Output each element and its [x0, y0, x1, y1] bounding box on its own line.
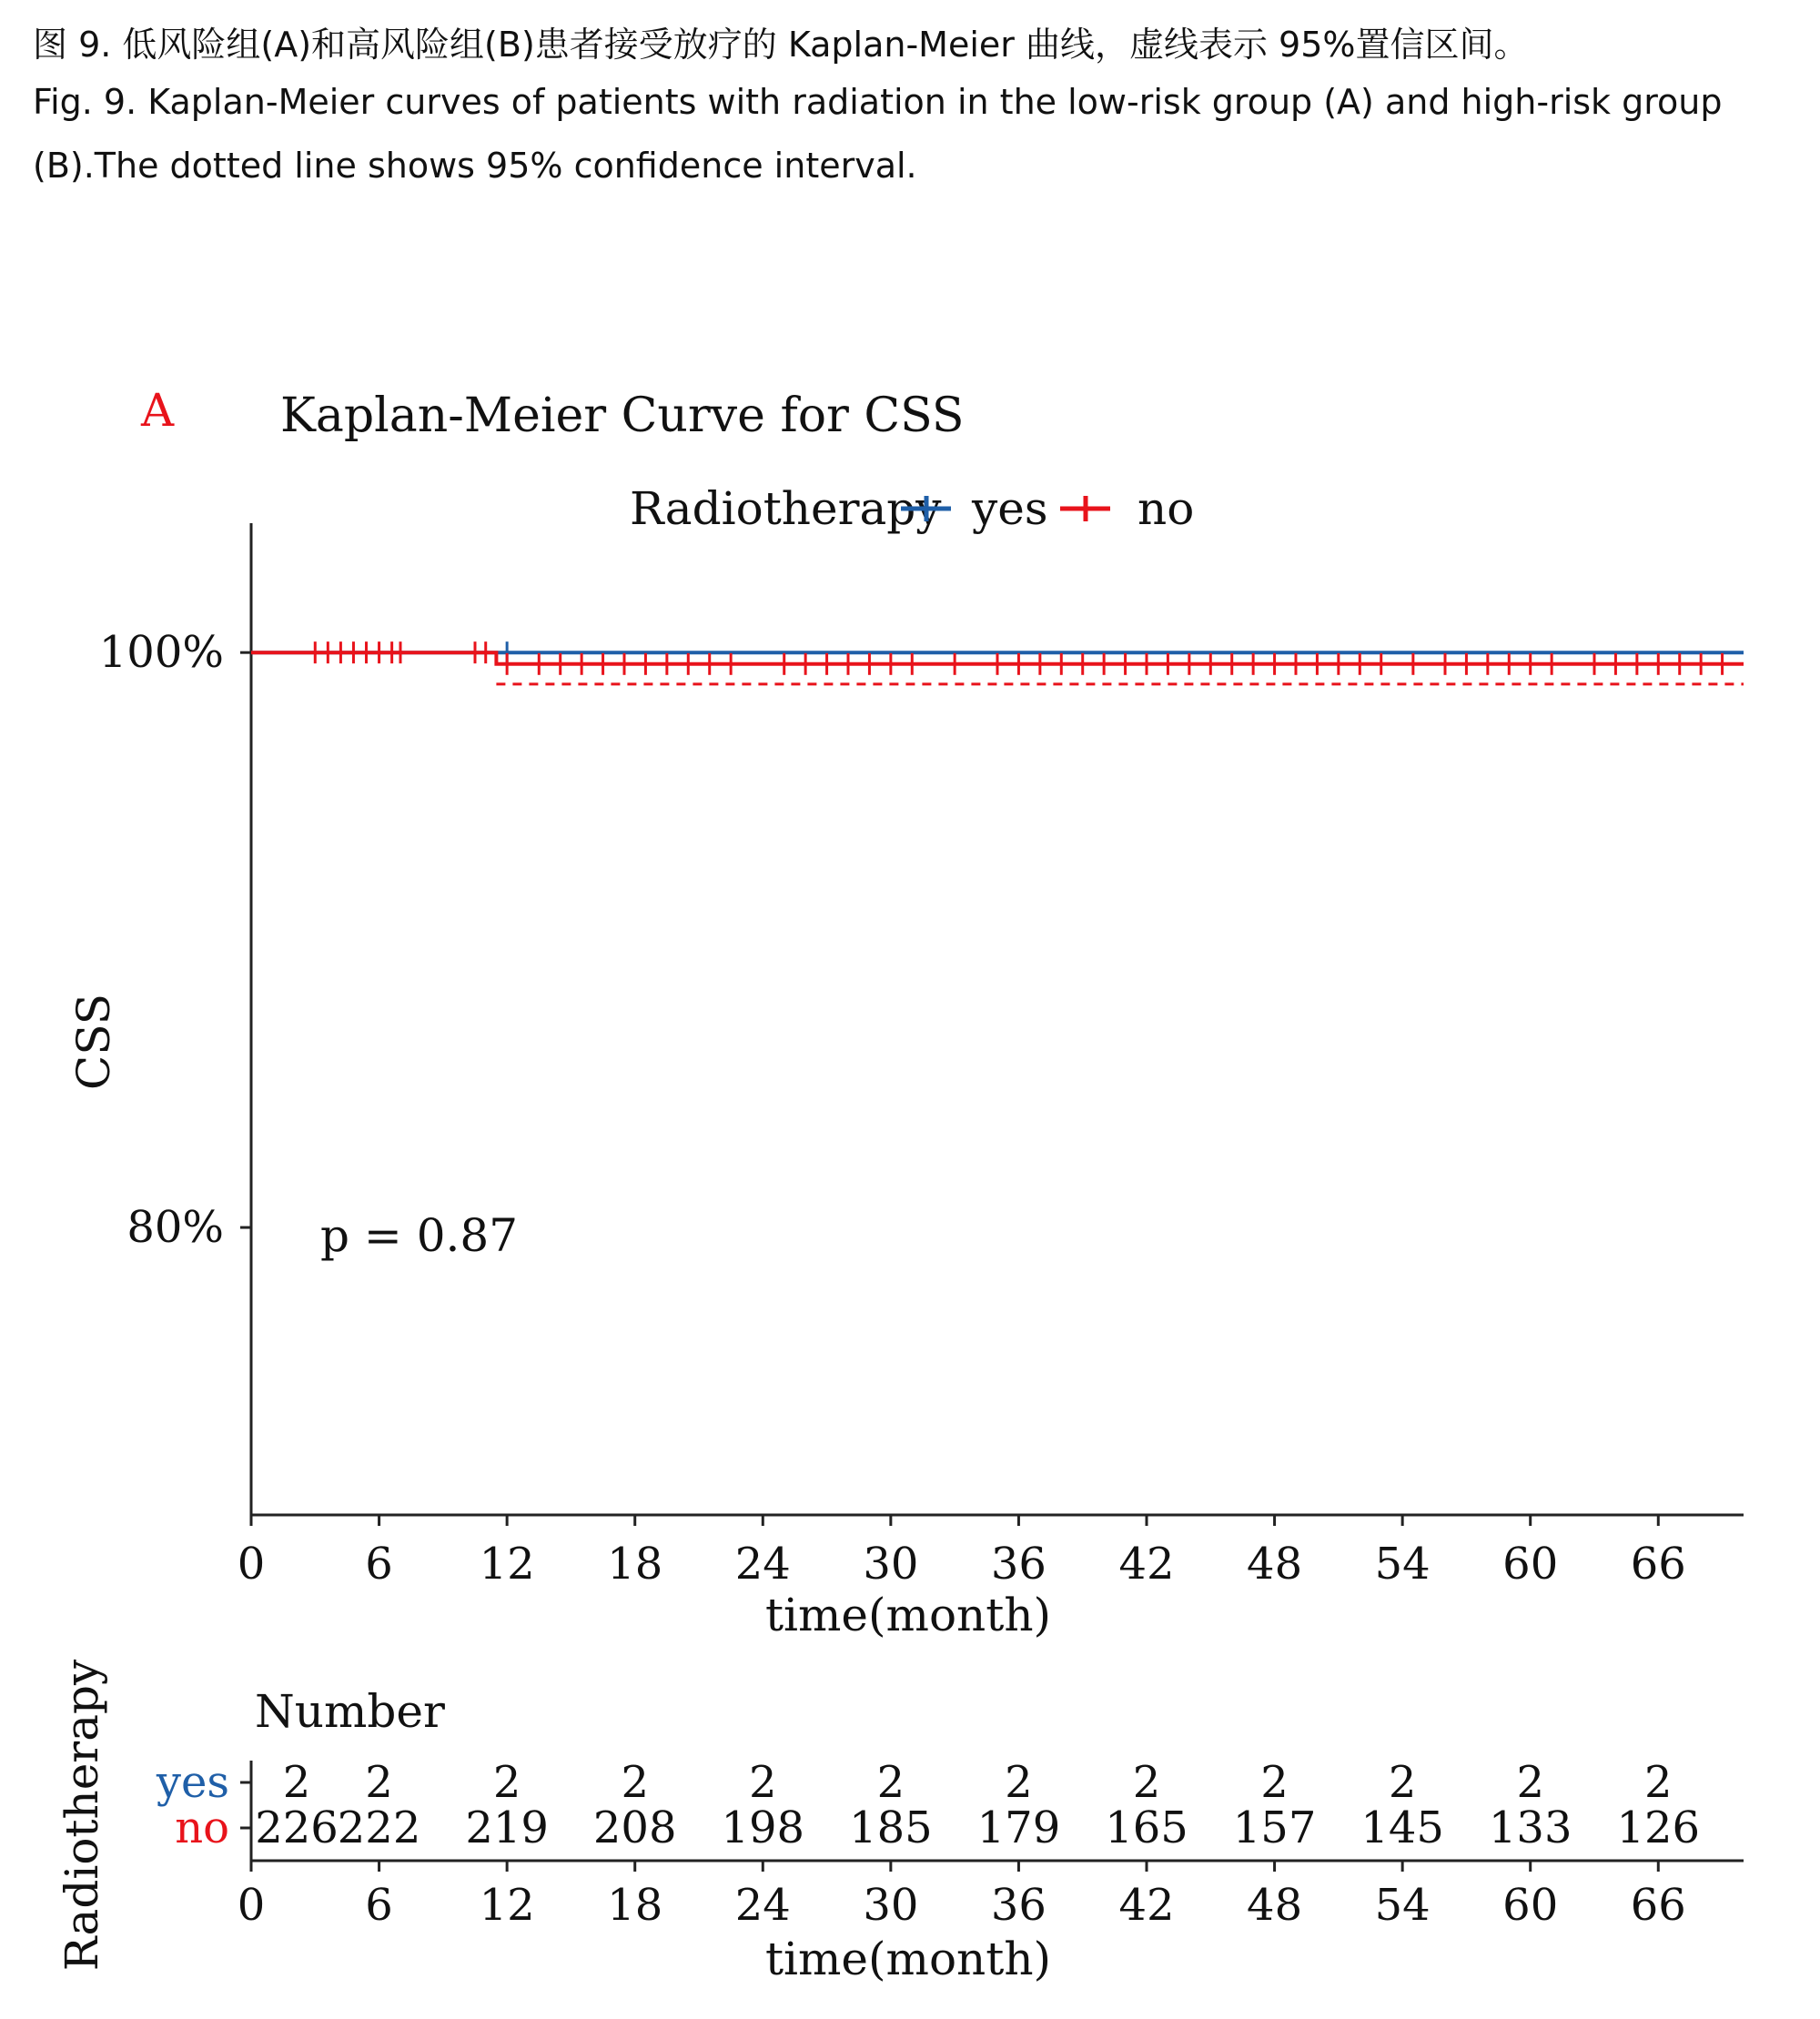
risk-yes-42: 2 [1132, 1757, 1161, 1808]
x-tick-label-11: 66 [1630, 1539, 1686, 1590]
risk-yes-30: 2 [876, 1757, 905, 1808]
risk-yes-60: 2 [1516, 1757, 1544, 1808]
risk-no-12: 219 [465, 1802, 549, 1853]
risk-row-label-no: no [175, 1802, 229, 1853]
legend-no-symbol [1060, 496, 1110, 521]
y-ticks [99, 627, 251, 1253]
x-tick-label-4: 24 [734, 1539, 791, 1590]
risk-x-tick-label-10: 60 [1502, 1880, 1559, 1931]
risk-yes-36: 2 [1005, 1757, 1033, 1808]
risk-no-18: 208 [592, 1802, 677, 1853]
x-ticks [238, 1515, 1686, 1590]
legend-no-label: no [1138, 482, 1195, 535]
risk-no-60: 133 [1488, 1802, 1572, 1853]
x-tick-label-5: 30 [863, 1539, 919, 1590]
risk-yes-12: 2 [492, 1757, 521, 1808]
x-tick-label-3: 18 [607, 1539, 663, 1590]
x-tick-label-10: 60 [1502, 1539, 1559, 1590]
risk-yes-18: 2 [621, 1757, 649, 1808]
risk-no-24: 198 [721, 1802, 805, 1853]
chart-title: Kaplan-Meier Curve for CSS [280, 389, 965, 443]
risk-x-tick-label-7: 42 [1118, 1880, 1175, 1931]
legend [630, 482, 1194, 535]
risk-x-tick-label-2: 12 [479, 1880, 535, 1931]
panel-label: A [141, 384, 175, 437]
x-tick-label-0: 0 [237, 1539, 266, 1590]
risk-table-x-ticks [238, 1861, 1686, 1931]
x-tick-label-7: 42 [1118, 1539, 1175, 1590]
risk-x-tick-label-11: 66 [1630, 1880, 1686, 1931]
risk-x-tick-label-9: 54 [1374, 1880, 1431, 1931]
risk-no-42: 165 [1105, 1802, 1188, 1853]
y-tick-label-1: 80% [126, 1202, 224, 1254]
risk-x-tick-label-3: 18 [607, 1880, 663, 1931]
caption-english-line2: (B).The dotted line shows 95% confidence interval. [33, 146, 917, 186]
risk-no-0: 226 [255, 1802, 339, 1853]
risk-row-label-yes: yes [156, 1757, 229, 1808]
risk-no-30: 185 [849, 1802, 933, 1853]
legend-title: Radiotherapy [630, 482, 942, 535]
risk-no-54: 145 [1360, 1802, 1444, 1853]
x-axis-label: time(month) [764, 1589, 1052, 1641]
caption-english-line1: Fig. 9. Kaplan-Meier curves of patients with radiation in the low-risk group (A) and high-risk group [33, 82, 1723, 122]
survival-curves [251, 641, 1744, 684]
x-tick-label-2: 12 [479, 1539, 535, 1590]
risk-x-tick-label-5: 30 [863, 1880, 919, 1931]
risk-no-36: 179 [976, 1802, 1061, 1853]
x-tick-label-6: 36 [990, 1539, 1046, 1590]
y-tick-label-0: 100% [98, 627, 224, 679]
risk-table [56, 1659, 1744, 1985]
risk-yes-0: 2 [282, 1757, 311, 1808]
risk-x-tick-label-6: 36 [990, 1880, 1046, 1931]
risk-table-rows [156, 1757, 1700, 1853]
legend-yes-label: yes [972, 482, 1048, 535]
risk-x-tick-label-8: 48 [1247, 1880, 1303, 1931]
km-chart [67, 384, 1744, 1641]
risk-table-ylabel: Radiotherapy [56, 1659, 108, 1972]
risk-yes-66: 2 [1644, 1757, 1673, 1808]
risk-yes-6: 2 [365, 1757, 393, 1808]
risk-no-6: 222 [337, 1802, 421, 1853]
p-value-annotation: p = 0.87 [320, 1209, 519, 1262]
risk-yes-48: 2 [1260, 1757, 1289, 1808]
y-axis-label: CSS [67, 994, 120, 1090]
risk-table-xlabel: time(month) [764, 1933, 1052, 1985]
caption-chinese: 图 9. 低风险组(A)和高风险组(B)患者接受放疗的 Kaplan-Meier 曲线，虚线表示 95%置信区间。 [33, 25, 1529, 65]
risk-no-48: 157 [1232, 1802, 1317, 1853]
x-tick-label-1: 6 [365, 1539, 393, 1590]
risk-x-tick-label-1: 6 [365, 1880, 393, 1931]
risk-table-title: Number [255, 1685, 445, 1738]
risk-yes-54: 2 [1388, 1757, 1417, 1808]
x-tick-label-9: 54 [1374, 1539, 1431, 1590]
x-tick-label-8: 48 [1247, 1539, 1303, 1590]
risk-x-tick-label-0: 0 [237, 1880, 266, 1931]
risk-no-66: 126 [1616, 1802, 1701, 1853]
risk-x-tick-label-4: 24 [734, 1880, 791, 1931]
risk-yes-24: 2 [749, 1757, 777, 1808]
